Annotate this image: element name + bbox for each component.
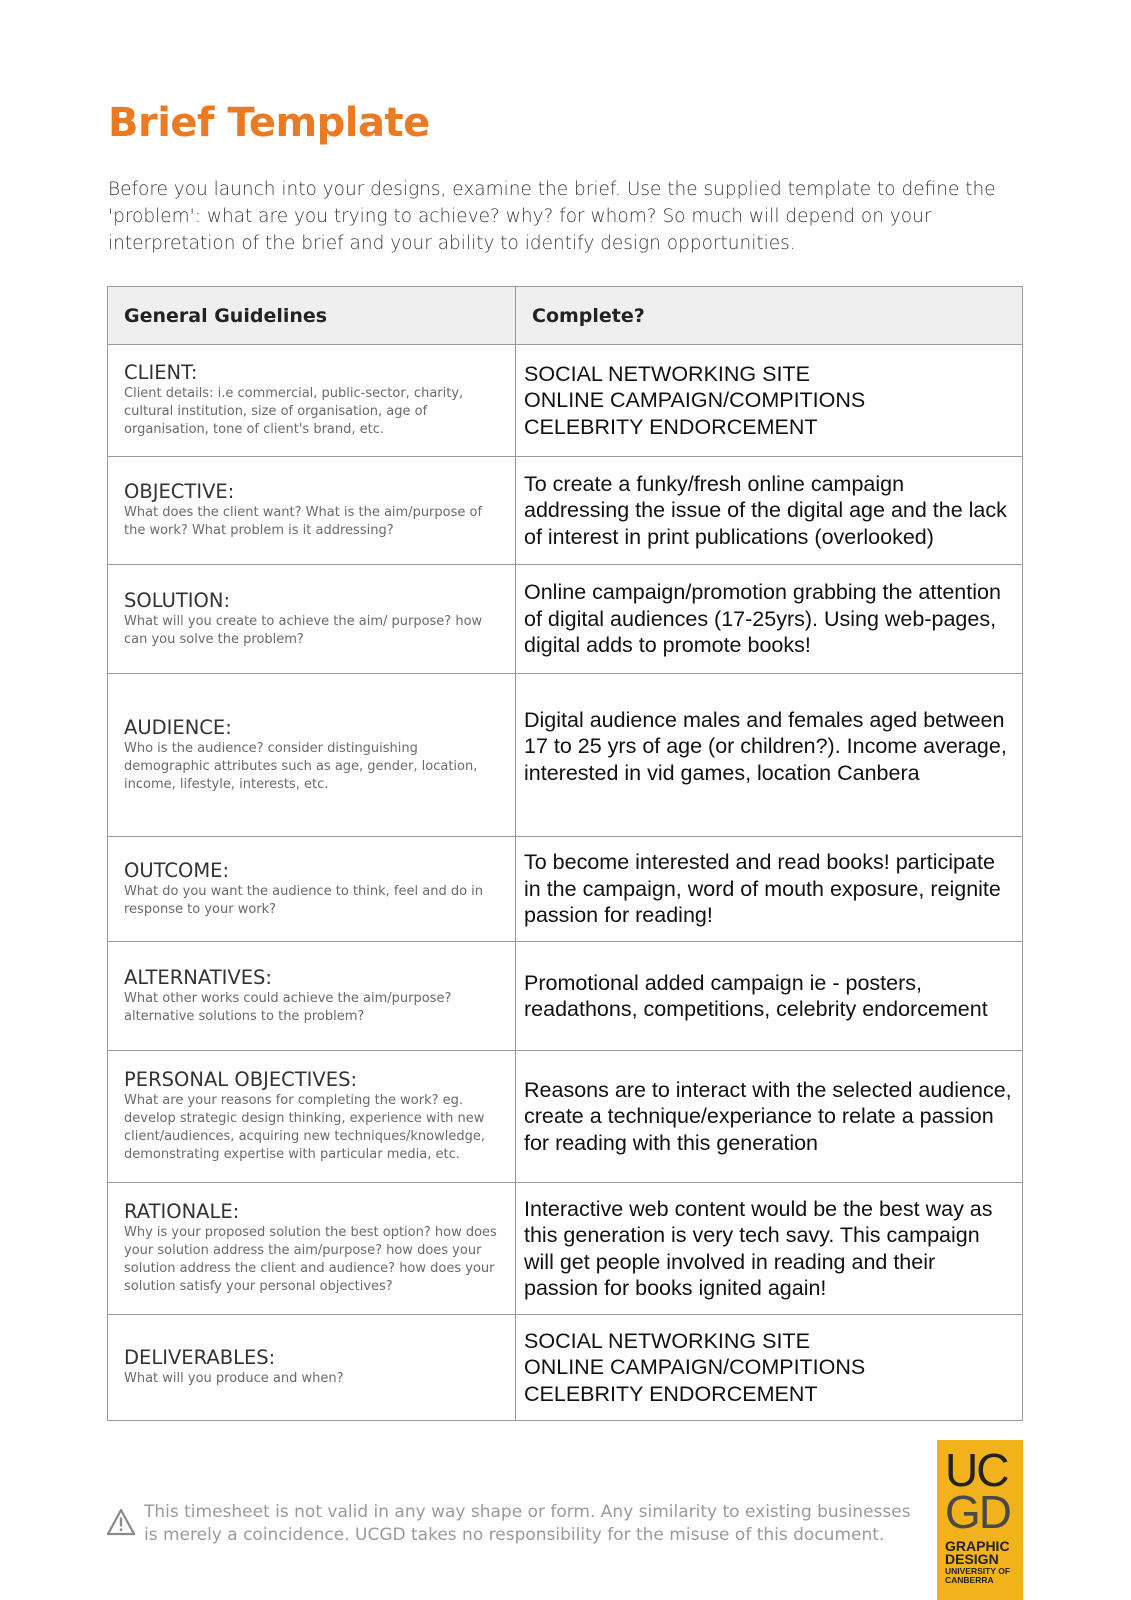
guideline-description: Client details: i.e commercial, public-sector, charity, cultural institution, size of organisation, age of organisation, tone of client's brand, etc.: [124, 386, 464, 437]
guideline-cell: [108, 565, 516, 674]
guideline-cell: [108, 345, 516, 457]
table-row: [108, 674, 1023, 837]
guideline-description: What will you create to achieve the aim/ purpose? how can you solve the problem?: [124, 613, 483, 647]
guideline-description: What other works could achieve the aim/purpose? alternative solutions to the problem?: [124, 990, 452, 1024]
disclaimer-text: This timesheet is not valid in any way shape or form. Any similarity to existing businesses is merely a coincidence. UCGD takes no responsibility for the misuse of this document.: [144, 1502, 911, 1545]
answer-cell[interactable]: Online campaign/promotion grabbing the attention of digital audiences (17-25yrs). Using web-pages, digital adds to promote books!: [516, 565, 1023, 674]
guideline-description: Why is your proposed solution the best option? how does your solution address the aim/purpose? how does your solution address the client and audience? how does your solution satisfy your personal objectives?: [124, 1225, 497, 1294]
guideline-label: OBJECTIVE:: [124, 480, 235, 503]
logo-university: UNIVERSITY OF CANBERRA: [945, 1566, 1011, 1585]
guideline-cell: [108, 1315, 516, 1421]
answer-cell[interactable]: To create a funky/fresh online campaign addressing the issue of the digital age and the lack of interest in print publications (overlooked): [516, 457, 1023, 565]
header-complete: Complete?: [516, 287, 1023, 345]
answer-cell[interactable]: Promotional added campaign ie - posters, readathons, competitions, celebrity endorcement: [516, 942, 1023, 1051]
table-row: [108, 457, 1023, 565]
table-row: [108, 942, 1023, 1051]
answer-text: Digital audience males and females aged between 17 to 25 yrs of age (or children?). Income average, interested in vid games, location Canbera: [524, 707, 1007, 785]
guideline-description: What will you produce and when?: [124, 1371, 344, 1386]
header-general-guidelines: General Guidelines: [108, 287, 516, 345]
logo-uc: UC: [945, 1444, 1008, 1496]
guideline-label: SOLUTION:: [124, 588, 231, 612]
guideline-label: ALTERNATIVES:: [124, 965, 272, 989]
guideline-description: What does the client want? What is the aim/purpose of the work? What problem is it addressing?: [124, 505, 483, 538]
page-title: Brief Template: [108, 100, 430, 146]
intro-paragraph: Before you launch into your designs, examine the brief. Use the supplied template to define the 'problem': what are you trying to achieve? why? for whom? So much will depend on your interpretation of the brief and your ability to identify design opportunities.: [108, 179, 996, 254]
answer-cell[interactable]: To become interested and read books! participate in the campaign, word of mouth exposure, reignite passion for reading!: [516, 837, 1023, 942]
guideline-cell: [108, 837, 516, 942]
answer-cell[interactable]: SOCIAL NETWORKING SITE ONLINE CAMPAIGN/COMPITIONS CELEBRITY ENDORCEMENT: [516, 1315, 1023, 1421]
guideline-label: OUTCOME:: [124, 858, 230, 882]
guideline-description: Who is the audience? consider distinguishing demographic attributes such as age, gender, location, income, lifestyle, interests, etc.: [124, 740, 478, 792]
table-header-row: [108, 287, 1023, 345]
guideline-cell: [108, 457, 516, 565]
warning-icon: [106, 1508, 136, 1536]
guideline-label: PERSONAL OBJECTIVES:: [124, 1068, 358, 1091]
answer-cell[interactable]: SOCIAL NETWORKING SITE ONLINE CAMPAIGN/COMPITIONS CELEBRITY ENDORCEMENT: [516, 345, 1023, 457]
answer-cell[interactable]: Interactive web content would be the best way as this generation is very tech savy. This campaign will get people involved in reading and their passion for books ignited again!: [516, 1183, 1023, 1315]
table-row: [108, 1051, 1023, 1183]
table-row: [108, 837, 1023, 942]
guideline-description: What are your reasons for completing the work? eg. develop strategic design thinking, experience with new client/audiences, acquiring new techniques/knowledge, demonstrating expertise with particular media, etc.: [124, 1093, 485, 1162]
answer-cell[interactable]: Reasons are to interact with the selected audience, create a technique/experiance to relate a passion for reading with this generation: [516, 1051, 1023, 1183]
guideline-label: AUDIENCE:: [124, 715, 232, 739]
guideline-description: What do you want the audience to think, feel and do in response to your work?: [124, 883, 484, 917]
table-row: [108, 1315, 1023, 1421]
guideline-cell: [108, 674, 516, 837]
ucgd-logo: [937, 1440, 1023, 1600]
answer-cell[interactable]: [516, 674, 1023, 837]
guideline-cell: [108, 1051, 516, 1183]
brief-table: [107, 286, 1023, 1421]
logo-graphic-design: GRAPHIC DESIGN: [945, 1538, 1010, 1567]
logo-gd: GD: [945, 1486, 1010, 1538]
table-row: [108, 565, 1023, 674]
guideline-cell: [108, 1183, 516, 1315]
guideline-label: RATIONALE:: [124, 1200, 240, 1223]
table-row: [108, 345, 1023, 457]
guideline-label: CLIENT:: [124, 361, 198, 384]
table-row: [108, 1183, 1023, 1315]
guideline-cell: [108, 942, 516, 1051]
guideline-label: DELIVERABLES:: [124, 1346, 276, 1369]
